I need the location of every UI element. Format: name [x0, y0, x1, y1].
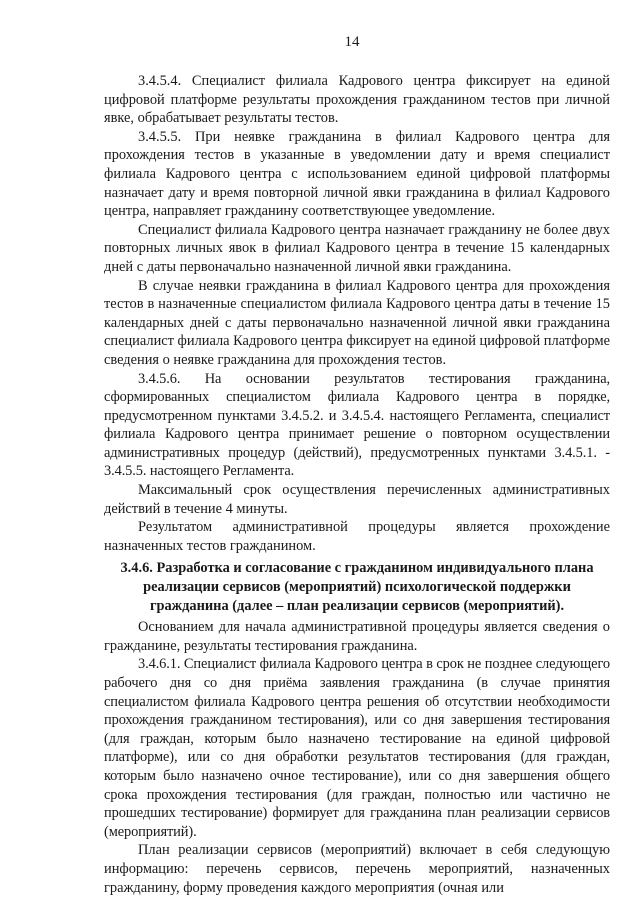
- paragraph-3-4-5-6: 3.4.5.6. На основании результатов тестирования гражданина, сформированных специалистом филиала Кадрового центра в порядке, предусмотренном пунктами 3.4.5.2. и 3.4.5.4. настоящего Регламента, специалист филиала Кадрового центра принимает решение о повторном осуществлении административных процедур (действий), предусмотренных пунктами 3.4.5.1. - 3.4.5.5. настоящего Регламента.: [104, 370, 610, 480]
- paragraph-3-4-6-1: 3.4.6.1. Специалист филиала Кадрового центра в срок не позднее следующего рабочего дня со дня приёма заявления гражданина (в случае принятия специалистом филиала Кадрового центра решения об отсутствии необходимости прохождения гражданином тестирования), или со дня завершения тестирования (для граждан, которым было назначено тестирование на единой цифровой платформе), или со дня обработки результатов тестирования (для граждан, которым было назначено очное тестирование), или со дня завершения общего срока прохождения тестирования (для граждан, полностью или частично не прошедших тестирование) формирует для гражданина план реализации сервисов (мероприятий).: [104, 656, 610, 840]
- paragraph-result: Результатом административной процедуры является прохождение назначенных тестов гражданином.: [104, 519, 610, 554]
- paragraph-basis: Основанием для начала административной процедуры является сведения о гражданине, результаты тестирования гражданина.: [104, 619, 610, 654]
- page-number: 14: [344, 34, 360, 50]
- paragraph-repeat-visits: Специалист филиала Кадрового центра назначает гражданину не более двух повторных личных явок в филиал Кадрового центра в течение 15 календарных дней с даты первоначально назначенной личной явки гражданина.: [104, 221, 610, 275]
- paragraph-3-4-5-4: 3.4.5.4. Специалист филиала Кадрового центра фиксирует на единой цифровой платформе результаты прохождения гражданином тестов при личной явке, обрабатывает результаты тестов.: [104, 73, 610, 127]
- paragraph-no-show: В случае неявки гражданина в филиал Кадрового центра для прохождения тестов в назначенные специалистом филиала Кадрового центра даты в течение 15 календарных дней с даты первоначально назначенной личной явки гражданина специалист филиала Кадрового центра фиксирует на единой цифровой платформе сведения о неявке гражданина для прохождения тестов.: [104, 277, 610, 368]
- paragraph-plan-contents: План реализации сервисов (мероприятий) включает в себя следующую информацию: перечень сервисов, перечень мероприятий, назначенных гражданину, форму проведения каждого мероприятия (очная или: [104, 842, 610, 896]
- section-heading-3-4-6: 3.4.6. Разработка и согласование с гражданином индивидуального плана реализации сервисов (мероприятий) психологической поддержки гражданина (далее – план реализации сервисов (мероприятий).: [120, 560, 594, 614]
- paragraph-max-duration: Максимальный срок осуществления перечисленных административных действий в течение 4 минуты.: [104, 482, 610, 517]
- paragraph-3-4-5-5: 3.4.5.5. При неявке гражданина в филиал Кадрового центра для прохождения тестов в указанные в уведомлении дату и время специалист филиала Кадрового центра с использованием единой цифровой платформы назначает дату и время повторной личной явки гражданина в филиал Кадрового центра, направляет гражданину соответствующее уведомление.: [104, 128, 610, 220]
